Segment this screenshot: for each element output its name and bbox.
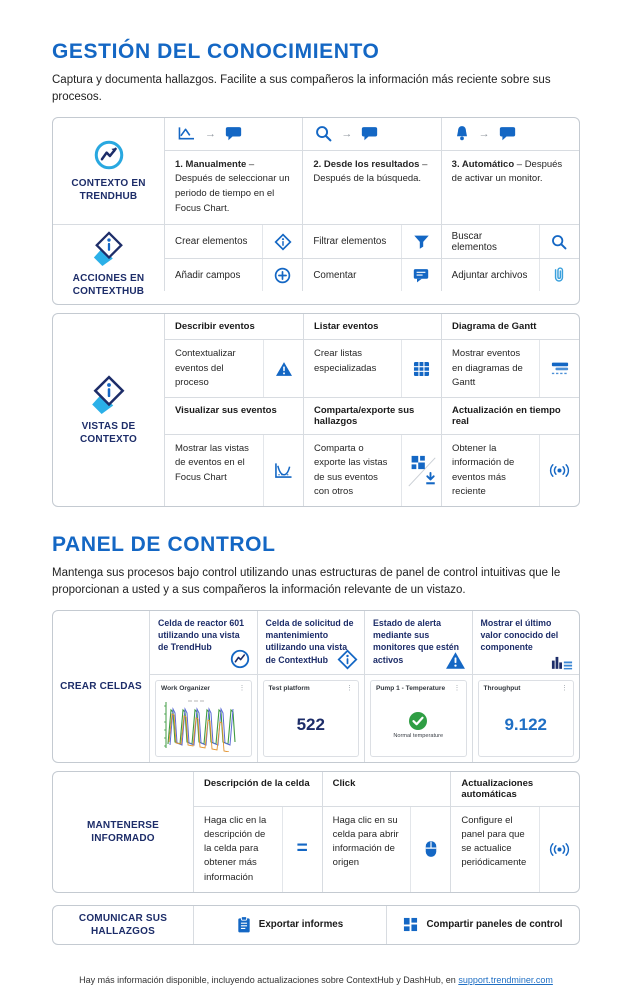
mantenerse-header: Actualizaciones automáticas [450,772,579,807]
step-1-lead: 1. Manualmente [175,158,249,170]
vista-header: Actualización en tiempo real [441,398,579,434]
vista-listar [303,340,441,397]
celda-column-alerta [364,611,472,762]
dashboard-card-pump-temperature [370,680,467,757]
dashboard-intro: Mantenga sus procesos bajo control utilizando unas estructuras de panel de control intuitivas que le proporcionan a usted y a sus compañeros la información relevante de un vistazo. [52,567,561,597]
live-update-icon [539,807,579,892]
contexto-row [53,118,579,225]
celda-header-text: Mostrar el último valor conocido del componente [480,617,559,653]
mantenerse-label: MANTENERSE INFORMADO [86,819,159,844]
card-title: Pump 1 - Temperature [376,684,446,692]
step-1-rest: – Después de seleccionar un periodo de tiempo en el Focus Chart. [175,158,290,214]
exportar-informes-action [193,906,386,944]
trend-chart-icon [177,126,196,141]
search-icon [315,125,332,142]
comment-bubble-icon [225,126,242,141]
mantenerse-header: Descripción de la celda [193,772,322,807]
mantenerse-header: Click [322,772,451,807]
celda-header [473,611,580,674]
card-status-text: Normal temperature [393,732,444,739]
acciones-row [53,224,579,304]
vista-header: Listar eventos [303,314,441,339]
contexthub-item-icon [262,225,302,258]
step-3-lead: 3. Automático [451,158,517,170]
accion-label: Crear elementos [175,236,248,248]
comunicar-label: COMUNICAR SUS HALLAZGOS [78,912,168,937]
celda-column-contexthub [257,611,365,762]
vista-actualizacion [441,435,579,506]
vistas-headers-2 [165,398,579,435]
accion-filtrar-elementos [302,225,440,258]
trendhub-icon [229,648,251,670]
mantenerse-cell-actualizaciones [450,807,579,892]
funnel-icon [401,225,441,258]
card-title: Test platform [268,684,310,692]
contexto-label-cell [53,118,164,225]
acciones-label-cell [53,225,164,304]
vistas-label: VISTAS DE CONTEXTO [80,420,137,445]
dashboard-card-work-organizer [155,680,252,757]
contexto-step-2 [302,118,440,225]
compartir-paneles-action [386,906,579,944]
vista-text: Obtener la información de eventos más reciente [452,443,515,497]
celda-header-text: Estado de alerta mediante sus monitores que estén activos [373,617,460,665]
vista-compartir [303,435,441,506]
equals-icon [282,807,322,892]
mantenerse-text: Haga clic en su celda para abrir información de origen [332,814,399,869]
celda-header [365,611,472,674]
vista-visualizar [165,435,303,506]
kebab-menu-icon: ⋮ [346,684,353,692]
crear-celdas-table [52,610,580,763]
accion-label: Filtrar elementos [313,236,387,248]
dashboard-icon [403,917,418,932]
acciones-label: ACCIONES EN CONTEXTHUB [72,273,145,298]
contexthub-icon [337,649,358,670]
accion-label: Comentar [313,269,357,281]
celda-column-trendhub [149,611,257,762]
vista-text: Mostrar eventos en diagramas de Gantt [452,348,523,388]
contexto-step-3-text [442,151,579,201]
vista-header: Comparta/exporte sus hallazgos [303,398,441,434]
arrow-icon: → [205,127,216,140]
footer-note [52,975,580,985]
exportar-informes-label: Exportar informes [258,919,344,931]
paperclip-icon [539,259,579,291]
search-icon [539,225,579,258]
mantenerse-text: Configure el panel para que se actualice periódicamente [461,814,527,869]
vistas-table [52,313,580,507]
vista-describir [165,340,303,397]
celda-column-ultimo-valor [472,611,580,762]
vista-text: Comparta o exporte las vistas de sus eventos con otros [314,443,388,497]
accion-adjuntar-archivos [441,258,579,291]
trendhub-icon [92,138,126,172]
dashboard-section-title: PANEL DE CONTROL [52,533,276,557]
vistas-content [164,314,579,506]
card-value: 522 [296,714,325,734]
mouse-icon [410,807,450,892]
step-2-lead: 2. Desde los resultados [313,158,423,170]
arrow-icon: → [478,127,490,140]
step-2-rest: – Después de la búsqueda. [313,158,428,185]
gantt-icon [539,340,579,397]
warning-triangle-icon [263,340,303,397]
vista-text: Crear listas especializadas [314,348,377,374]
card-title: Throughput [483,684,521,692]
accion-comentar [302,258,440,291]
vistas-cells-1 [165,340,579,398]
contexto-step-1-text [165,151,302,225]
card-title: Work Organizer [161,684,210,692]
accion-anadir-campos [164,258,302,291]
knowledge-section-title: GESTIÓN DEL CONOCIMIENTO [52,40,380,63]
contexto-label: CONTEXTO EN TRENDHUB [71,178,146,203]
step-3-rest: – Después de activar un monitor. [451,158,563,185]
comment-icon [401,259,441,291]
mantenerse-text: Haga clic en la descripción de la celda para obtener más información [204,814,267,883]
contexto-step-1 [164,118,302,225]
comment-bubble-icon [499,126,516,141]
vistas-label-cell [53,314,164,506]
vista-header: Diagrama de Gantt [441,314,579,339]
vistas-cells-2 [165,435,579,506]
accion-label: Buscar elementos [451,230,497,253]
contexto-acciones-table [52,117,580,306]
dashboard-card-throughput [478,680,575,757]
mantenerse-label-cell [53,772,193,892]
crear-celdas-label-cell [53,611,149,762]
celda-header-text: Celda de reactor 601 utilizando una vista de TrendHub [158,617,245,653]
kebab-menu-icon: ⋮ [453,684,461,692]
knowledge-intro: Captura y documenta hallazgos. Facilite a sus compañeros la información más reciente sobre sus procesos. [52,74,551,104]
accion-buscar-elementos [441,225,579,258]
equals-glyph: = [296,838,308,860]
vista-text: Mostrar las vistas de eventos en el Focus Chart [175,443,249,483]
support-link[interactable]: support.trendminer.com [458,974,553,985]
card-area [150,674,257,762]
card-chart [156,694,251,756]
bell-icon [454,125,470,142]
compartir-paneles-label: Compartir paneles de control [426,919,563,931]
accion-label: Añadir campos [175,269,241,281]
contexto-step-2-text [303,151,440,201]
vista-gantt [441,340,579,397]
vista-header: Describir eventos [175,321,255,333]
celda-header [258,611,365,674]
report-icon [237,916,251,933]
arrow-icon: → [341,127,353,140]
share-export-icon [401,435,441,506]
card-area [365,674,472,762]
mantenerse-table [52,771,580,893]
contexthub-icon [90,375,128,415]
table-grid-icon [401,340,441,397]
accion-crear-elementos [164,225,302,258]
vista-text: Contextualizar eventos del proceso [175,348,236,388]
live-update-icon [539,435,579,506]
vistas-headers-1 [165,314,579,340]
accion-label: Adjuntar archivos [451,269,528,281]
status-ok-icon [408,711,428,731]
acciones-grid [164,225,579,304]
mantenerse-cell-click [322,807,451,892]
kebab-menu-icon: ⋮ [238,684,246,692]
warning-triangle-icon [445,651,466,670]
mantenerse-cell-descripcion [193,807,322,892]
kebab-menu-icon: ⋮ [561,684,568,692]
footer-text: Hay más información disponible, incluyendo actualizaciones sobre ContextHub y DashHub, en [79,974,459,985]
vista-header: Visualizar sus eventos [175,405,277,417]
component-value-icon [551,653,573,670]
celda-header [150,611,257,674]
comunicar-table [52,905,580,945]
dashboard-card-test-platform [263,680,360,757]
plus-circle-icon [262,259,302,291]
comunicar-label-cell [53,906,193,944]
comment-bubble-icon [361,126,378,141]
contexthub-icon [92,231,126,267]
card-area [258,674,365,762]
focus-chart-icon [263,435,303,506]
celda-header-text: Celda de solicitud de mantenimiento utilizando una vista de ContextHub [265,617,354,665]
card-value: 9.122 [504,714,548,734]
card-area [473,674,580,762]
crear-celdas-label: CREAR CELDAS [60,680,142,692]
contexto-step-3 [441,118,579,225]
